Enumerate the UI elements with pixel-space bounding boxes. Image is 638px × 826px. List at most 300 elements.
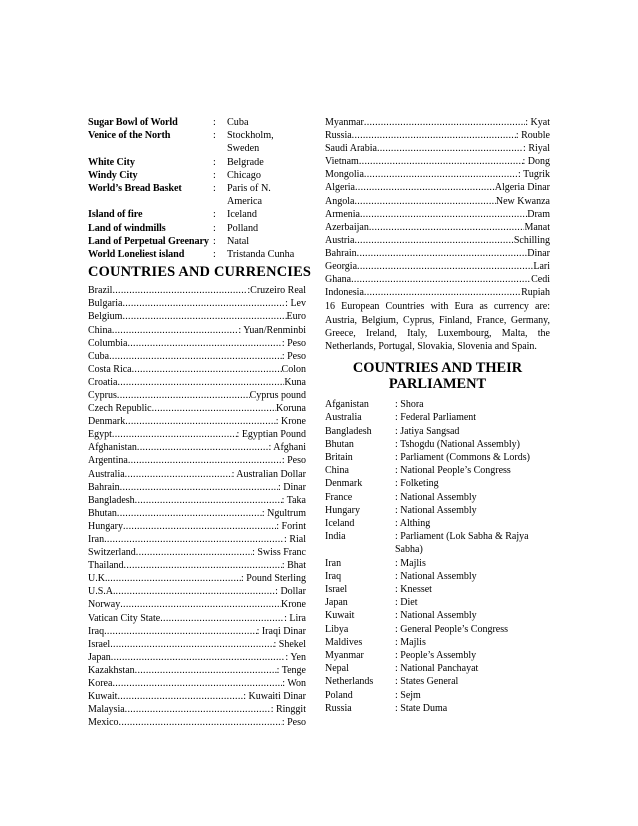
parliament-name: : Knesset: [395, 583, 432, 595]
currency-country: Columbia: [88, 337, 128, 349]
parliament-country: Myanmar: [325, 649, 364, 661]
currency-row: [325, 181, 550, 194]
currency-name: Krone: [281, 599, 306, 611]
dot-leader: [354, 195, 495, 208]
parliament-name: : People’s Assembly: [395, 649, 477, 661]
currency-row: [88, 507, 306, 520]
currency-name: : Riyal: [523, 143, 550, 155]
nickname-value: Belgrade: [227, 156, 264, 168]
currency-row: [88, 494, 306, 507]
currency-name: : Kuwaiti Dinar: [243, 691, 306, 703]
nickname-row: [88, 182, 306, 208]
dot-leader: [364, 286, 521, 299]
currency-row: [88, 428, 306, 441]
parliament-row: [325, 649, 550, 662]
dot-leader: [359, 155, 523, 168]
dot-leader: [360, 208, 527, 221]
dot-leader: [111, 651, 286, 664]
parliament-row: [325, 609, 550, 622]
currency-country: Cuba: [88, 350, 110, 362]
currency-country: Myanmar: [325, 117, 364, 128]
currency-country: Czech Republic: [88, 403, 152, 415]
parliament-name: : Parliament (Commons & Lords): [395, 451, 530, 463]
dot-leader: [120, 598, 281, 611]
dot-leader: [122, 297, 285, 310]
parliament-country: China: [325, 465, 349, 477]
currency-country: Korea: [88, 678, 113, 690]
parliament-name: : National Assembly: [395, 491, 477, 503]
currency-name: Dinar: [527, 247, 550, 259]
currency-name: Lari: [533, 261, 550, 273]
parliament-country: Australia: [325, 412, 362, 424]
parliament-row: [325, 504, 550, 517]
currency-country: Mongolia: [325, 169, 364, 181]
parliament-country: Bangladesh: [325, 425, 372, 437]
currency-row: [88, 703, 306, 716]
parliament-country: Afganistan: [325, 399, 369, 411]
currency-row: [88, 324, 306, 337]
currency-country: Ghana: [325, 274, 352, 286]
currency-list-left: [88, 284, 306, 729]
currency-country: Mexico: [88, 717, 119, 729]
currency-country: Croatia: [88, 376, 118, 388]
currency-row: [88, 350, 306, 363]
parliament-name: : General People’s Congress: [395, 623, 509, 635]
dot-leader: [125, 468, 232, 481]
parliament-row: [325, 636, 550, 649]
currency-row: [325, 208, 550, 221]
currency-row: [88, 572, 306, 585]
parliament-name: : Althing: [395, 517, 431, 529]
parliament-country: Maldives: [325, 636, 363, 648]
dot-leader: [128, 454, 282, 467]
dot-leader: [135, 664, 277, 677]
parliament-country: France: [325, 491, 353, 503]
parliament-country: Denmark: [325, 478, 363, 490]
currency-country: Vatican City State: [88, 612, 161, 624]
dot-leader: [364, 168, 518, 181]
parliament-country: Israel: [325, 583, 348, 595]
nickname-name: Land of windmills: [88, 222, 166, 234]
currency-row: [325, 195, 550, 208]
currency-name: Cyprus pound: [249, 389, 306, 401]
parliament-name: : National Assembly: [395, 504, 477, 516]
currency-row: [88, 638, 306, 651]
nickname-row: [88, 235, 306, 248]
parliament-row: [325, 675, 550, 688]
currency-name: Colon: [281, 363, 306, 375]
currency-name: : Australian Dollar: [231, 468, 306, 480]
nickname-row: [88, 129, 306, 155]
nickname-separator: :: [213, 235, 216, 247]
nickname-value: Stockholm, Sweden: [227, 130, 274, 155]
currency-name: : Krone: [275, 416, 306, 428]
currency-country: Argentina: [88, 455, 128, 467]
currency-country: Azerbaijan: [325, 221, 369, 233]
parliament-row: [325, 583, 550, 596]
nickname-value: Iceland: [227, 209, 257, 221]
dot-leader: [132, 363, 282, 376]
currency-name: : Swiss Franc: [252, 547, 306, 559]
currency-row: [88, 415, 306, 428]
dot-leader: [152, 402, 276, 415]
parliament-row: [325, 596, 550, 609]
currency-row: [88, 716, 306, 729]
parliament-country: Libya: [325, 623, 349, 635]
parliament-name: : Diet: [395, 597, 418, 609]
nickname-name: Land of Perpetual Greenary: [88, 235, 209, 247]
currency-row: [88, 559, 306, 572]
currency-name: : Taka: [281, 494, 306, 506]
parliament-name: : Tshogdu (National Assembly): [395, 438, 520, 450]
currency-row: [325, 273, 550, 286]
currency-country: Russia: [325, 130, 352, 142]
dot-leader: [136, 546, 252, 559]
nickname-value: Tristanda Cunha: [227, 249, 295, 261]
parliament-name: : Majlis: [395, 636, 426, 648]
left-column: [88, 116, 312, 729]
parliament-country: Iran: [325, 557, 342, 569]
parliament-row: [325, 530, 550, 556]
currency-row: [88, 310, 306, 323]
parliament-name: : Shora: [395, 399, 424, 411]
currency-country: Brazil: [88, 285, 113, 297]
currency-name: Manat: [524, 221, 550, 233]
parliament-row: [325, 517, 550, 530]
currency-row: [325, 168, 550, 181]
parliament-row: [325, 464, 550, 477]
currency-country: Bulgaria: [88, 298, 123, 310]
dot-leader: [109, 350, 282, 363]
currency-country: Australia: [88, 468, 125, 480]
currency-name: : Ngultrum: [261, 507, 306, 519]
currency-row: [325, 116, 550, 129]
parliament-row: [325, 491, 550, 504]
parliament-name: : States General: [395, 676, 459, 688]
currency-row: [88, 585, 306, 598]
dot-leader: [127, 337, 281, 350]
dot-leader: [160, 612, 284, 625]
currency-country: Afghanistan: [88, 442, 137, 454]
currency-name: Dram: [527, 208, 550, 220]
currency-country: Costa Rica: [88, 363, 132, 375]
currencies-heading: COUNTRIES AND CURRENCIES: [88, 264, 312, 281]
currency-name: : Rial: [284, 534, 306, 546]
currency-country: Armenia: [325, 208, 360, 220]
currency-name: : Pound Sterling: [240, 573, 306, 585]
dot-leader: [117, 389, 250, 402]
dot-leader: [377, 142, 523, 155]
parliament-row: [325, 438, 550, 451]
nickname-separator: :: [213, 222, 216, 234]
currency-row: [325, 286, 550, 299]
dot-leader: [135, 494, 282, 507]
parliament-country: Iceland: [325, 517, 355, 529]
currency-name: : Forint: [276, 520, 306, 532]
nickname-separator: :: [213, 169, 216, 181]
dot-leader: [112, 324, 238, 337]
parliament-country: Russia: [325, 702, 352, 714]
dot-leader: [117, 507, 262, 520]
parliament-row: [325, 702, 550, 715]
currency-row: [88, 651, 306, 664]
nickname-value: Polland: [227, 222, 259, 234]
currency-row: [88, 441, 306, 454]
currency-country: Angola: [325, 195, 355, 207]
currency-name: : Lev: [285, 298, 306, 310]
currency-name: : Dollar: [275, 586, 306, 598]
currency-country: Indonesia: [325, 287, 364, 299]
currency-country: Austria: [325, 234, 355, 246]
dot-leader: [117, 376, 284, 389]
currency-row: [325, 234, 550, 247]
nickname-row: [88, 169, 306, 182]
nickname-value: Cuba: [227, 117, 249, 128]
currency-name: : Tugrik: [518, 169, 550, 181]
currency-row: [88, 481, 306, 494]
currency-name: : Egyptian Pound: [236, 429, 306, 441]
currency-name: : Dinar: [277, 481, 306, 493]
nickname-separator: :: [213, 183, 216, 195]
currency-country: Georgia: [325, 261, 358, 273]
nickname-value: Natal: [227, 235, 250, 247]
currency-row: [88, 598, 306, 611]
currency-name: : Dong: [522, 156, 550, 168]
currency-name: New Kwanza: [495, 195, 550, 207]
nickname-row: [88, 248, 306, 261]
currency-name: : Tenge: [276, 664, 306, 676]
currency-country: Vietnam: [325, 156, 359, 168]
currency-name: : Shekel: [273, 638, 306, 650]
parliament-country: Britain: [325, 451, 353, 463]
parliament-name: : National People’s Congress: [395, 465, 511, 477]
currency-name: : Peso: [281, 337, 306, 349]
currency-country: Saudi Arabia: [325, 143, 377, 155]
nickname-separator: :: [213, 209, 216, 221]
currency-country: U.K.: [88, 573, 108, 585]
dot-leader: [112, 284, 247, 297]
nickname-separator: :: [213, 130, 216, 142]
nickname-name: Island of fire: [88, 209, 143, 221]
currency-country: Denmark: [88, 416, 126, 428]
dot-leader: [123, 520, 276, 533]
currency-country: U.S.A.: [88, 586, 116, 598]
dot-leader: [124, 559, 282, 572]
currency-row: [88, 677, 306, 690]
nickname-value: Chicago: [227, 169, 261, 181]
currency-name: : Peso: [281, 717, 306, 729]
parliament-row: [325, 689, 550, 702]
currency-name: Rupiah: [521, 287, 550, 299]
parliament-country: India: [325, 531, 346, 543]
euro-note: 16 European Countries with Eura as currency are: Austria, Belgium, Cyprus, Finland, France, Germany, Greece, Ireland, Italy, Luxembourg, Malta, the Netherlands, Portugal, Slovakia, Slovenia and Spain.: [325, 301, 550, 352]
dot-leader: [112, 677, 282, 690]
currency-country: Egypt: [88, 429, 112, 441]
parliament-country: Hungary: [325, 504, 360, 516]
dot-leader: [369, 221, 525, 234]
currency-name: : Peso: [281, 350, 306, 362]
currency-row: [88, 625, 306, 638]
currency-row: [88, 284, 306, 297]
parliament-country: Nepal: [325, 663, 349, 675]
currency-name: Euro: [286, 311, 306, 323]
nickname-name: White City: [88, 156, 135, 168]
nickname-separator: :: [213, 117, 216, 128]
currency-name: : Afghani: [268, 442, 306, 454]
currency-row: [88, 376, 306, 389]
nickname-name: World’s Bread Basket: [88, 183, 182, 195]
currency-row: [88, 546, 306, 559]
currency-row: [88, 520, 306, 533]
dot-leader: [125, 415, 276, 428]
dot-leader: [364, 116, 525, 129]
currency-list-right: [325, 116, 550, 299]
dot-leader: [104, 625, 256, 638]
nickname-name: Windy City: [88, 169, 138, 181]
currency-country: Bangladesh: [88, 494, 135, 506]
currency-country: Kuwait: [88, 691, 118, 703]
parliament-row: [325, 570, 550, 583]
currency-row: [88, 402, 306, 415]
currency-name: Cedi: [531, 274, 550, 286]
parliament-name: : Sejm: [395, 689, 421, 701]
currency-name: : Bhat: [281, 560, 306, 572]
currency-country: Kazakhstan: [88, 664, 135, 676]
parliament-name: : National Panchayat: [395, 663, 479, 675]
dot-leader: [355, 181, 495, 194]
right-column: [325, 116, 550, 715]
currency-row: [325, 247, 550, 260]
parliament-row: [325, 477, 550, 490]
currency-name: Kuna: [284, 376, 306, 388]
currency-country: Malaysia: [88, 704, 125, 716]
currency-name: : Kyat: [525, 117, 550, 128]
currency-row: [88, 363, 306, 376]
currency-country: Algeria: [325, 182, 355, 194]
dot-leader: [104, 533, 284, 546]
parliament-country: Poland: [325, 689, 353, 701]
currency-name: :Cruzeiro Real: [247, 285, 306, 297]
currency-name: Schilling: [513, 234, 550, 246]
currency-country: Switzerland: [88, 547, 136, 559]
dot-leader: [137, 441, 269, 454]
currency-country: Hungary: [88, 520, 123, 532]
currency-country: China: [88, 324, 112, 336]
dot-leader: [354, 234, 513, 247]
dot-leader: [120, 481, 278, 494]
parliament-country: Japan: [325, 597, 348, 609]
currency-name: : Rouble: [515, 130, 550, 142]
currency-country: Iran: [88, 534, 105, 546]
nickname-row: [88, 156, 306, 169]
currency-country: Cyprus: [88, 389, 117, 401]
currency-name: Algeria Dinar: [494, 182, 550, 194]
currency-row: [325, 142, 550, 155]
currency-row: [325, 260, 550, 273]
parliament-country: Iraq: [325, 570, 342, 582]
parliament-name: : Parliament (Lok Sabha & Rajya Sabha): [395, 531, 529, 556]
nickname-row: [88, 208, 306, 221]
parliament-country: Netherlands: [325, 676, 374, 688]
currency-country: Japan: [88, 651, 111, 663]
currency-row: [88, 297, 306, 310]
currency-name: : Lira: [284, 612, 306, 624]
currency-row: [325, 129, 550, 142]
currency-name: : Peso: [281, 455, 306, 467]
nickname-name: World Loneliest island: [88, 249, 185, 261]
currency-row: [88, 468, 306, 481]
parliament-name: : National Assembly: [395, 610, 477, 622]
currency-name: : Yuan/Renminbi: [238, 324, 306, 336]
nickname-name: Sugar Bowl of World: [88, 117, 178, 128]
parliament-name: : Jatiya Sangsad: [395, 425, 460, 437]
parliament-name: : State Duma: [395, 702, 448, 714]
parliament-country: Bhutan: [325, 438, 354, 450]
dot-leader: [352, 129, 516, 142]
currency-name: : Won: [282, 678, 306, 690]
currency-row: [325, 221, 550, 234]
nickname-separator: :: [213, 156, 216, 168]
currency-country: Bahrain: [88, 481, 120, 493]
dot-leader: [107, 572, 241, 585]
parliament-row: [325, 411, 550, 424]
currency-row: [88, 337, 306, 350]
currency-name: Koruna: [276, 403, 306, 415]
dot-leader: [357, 247, 528, 260]
dot-leader: [357, 260, 533, 273]
currency-row: [325, 155, 550, 168]
parliament-name: : National Assembly: [395, 570, 477, 582]
currency-country: Iraq: [88, 625, 105, 637]
currency-country: Thailand: [88, 560, 124, 572]
nickname-value: Paris of N. America: [227, 183, 271, 208]
parliament-list: [325, 398, 550, 715]
currency-country: Israel: [88, 638, 111, 650]
nickname-row: [88, 116, 306, 129]
parliament-name: : Folketing: [395, 478, 439, 490]
currency-country: Bahrain: [325, 247, 357, 259]
currency-row: [88, 690, 306, 703]
nickname-list: [88, 116, 306, 261]
nickname-name: Venice of the North: [88, 130, 171, 142]
dot-leader: [116, 585, 276, 598]
parliament-row: [325, 623, 550, 636]
dot-leader: [112, 428, 237, 441]
parliament-row: [325, 425, 550, 438]
currency-row: [88, 533, 306, 546]
nickname-row: [88, 222, 306, 235]
currency-name: : Ringgit: [270, 704, 306, 716]
nickname-separator: :: [213, 249, 216, 261]
currency-name: : Iraqi Dinar: [256, 625, 306, 637]
currency-name: : Yen: [285, 651, 306, 663]
parliament-name: : Federal Parliament: [395, 412, 477, 424]
currency-country: Bhutan: [88, 507, 117, 519]
currency-country: Norway: [88, 599, 121, 611]
dot-leader: [119, 716, 282, 729]
currency-row: [88, 389, 306, 402]
parliament-country: Kuwait: [325, 610, 355, 622]
currency-row: [88, 454, 306, 467]
dot-leader: [110, 638, 273, 651]
dot-leader: [117, 690, 243, 703]
parliament-heading: COUNTRIES AND THEIR PARLIAMENT: [352, 360, 523, 393]
dot-leader: [351, 273, 531, 286]
parliament-row: [325, 557, 550, 570]
currency-row: [88, 612, 306, 625]
parliament-row: [325, 451, 550, 464]
parliament-row: [325, 662, 550, 675]
